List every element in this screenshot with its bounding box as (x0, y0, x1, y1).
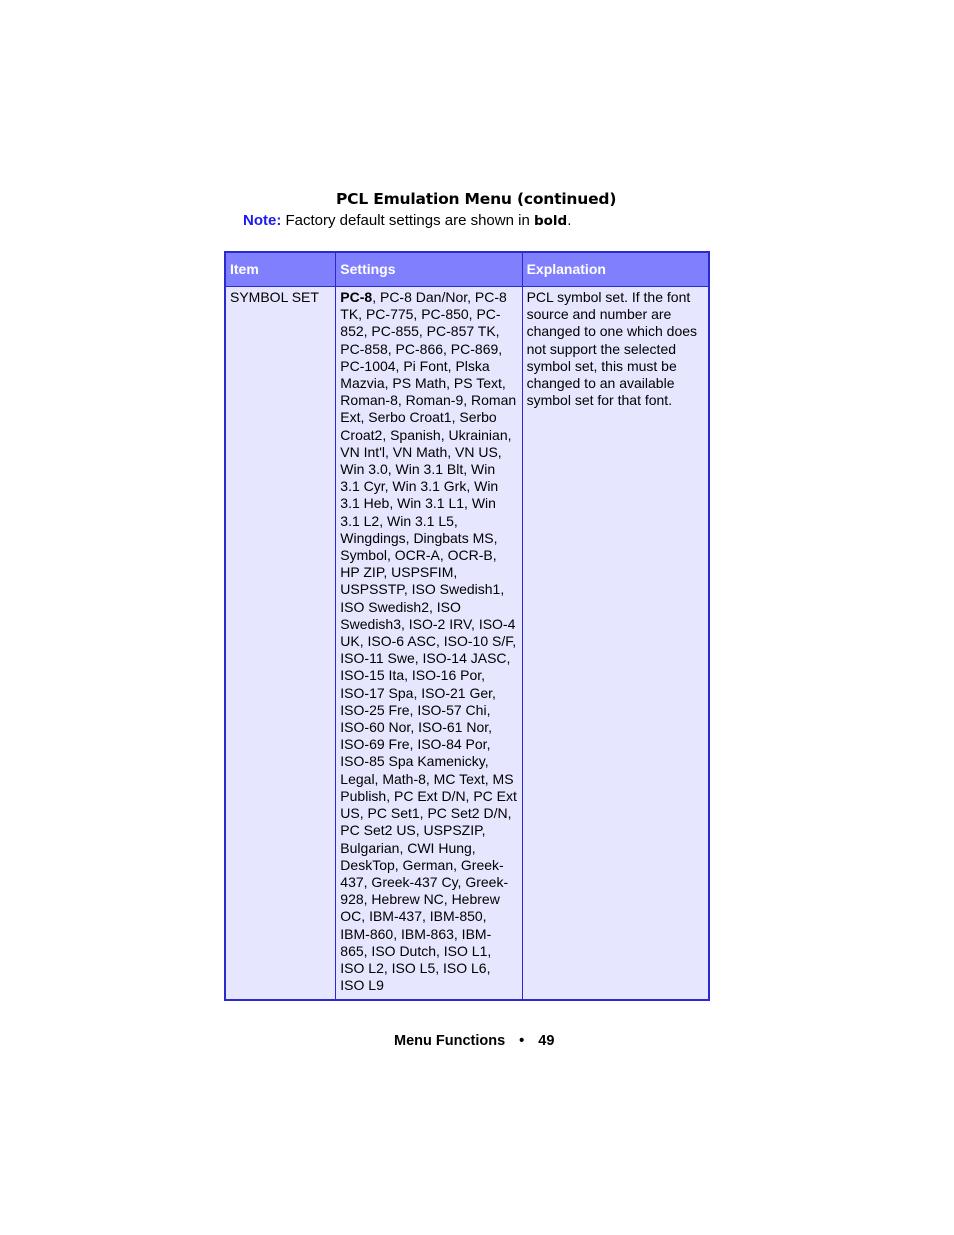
note-label: Note: (243, 212, 282, 229)
note-text: Factory default settings are shown in (281, 212, 534, 229)
header-settings: Settings (336, 252, 522, 287)
default-setting: PC-8 (340, 289, 373, 305)
note-line (243, 212, 571, 229)
cell-settings (336, 287, 522, 1001)
page-title: PCL Emulation Menu (continued) (336, 190, 617, 208)
pcl-emulation-table (224, 251, 710, 1001)
page-number: 49 (538, 1033, 555, 1049)
settings-list: , PC-8 Dan/Nor, PC-8 TK, PC-775, PC-850, PC-852, PC-855, PC-857 TK, PC-858, PC-866, PC-869, PC-1004, Pi Font, Plska Mazvia, PS Math, PS Text, Roman-8, Roman-9, Roman Ext, Serbo Croat1, Serbo Croat2, Spanish, Ukrainian, VN Int'l, VN Math, VN US, Win 3.0, Win 3.1 Blt, Win 3.1 Cyr, Win 3.1 Grk, Win 3.1 Heb, Win 3.1 L1, Win 3.1 L2, Win 3.1 L5, Wingdings, Dingbats MS, Symbol, OCR-A, OCR-B, HP ZIP, USPSFIM, USPSSTP, ISO Swedish1, ISO Swedish2, ISO Swedish3, ISO-2 IRV, ISO-4 UK, ISO-6 ASC, ISO-10 S/F, ISO-11 Swe, ISO-14 JASC, ISO-15 Ita, ISO-16 Por, ISO-17 Spa, ISO-21 Ger, ISO-25 Fre, ISO-57 Chi, ISO-60 Nor, ISO-61 Nor, ISO-69 Fre, ISO-84 Por, ISO-85 Spa Kamenicky, Legal, Math-8, MC Text, MS Publish, PC Ext D/N, PC Ext US, PC Set1, PC Set2 D/N, PC Set2 US, USPSZIP, Bulgarian, CWI Hung, DeskTop, German, Greek-437, Greek-437 Cy, Greek-928, Hebrew NC, Hebrew OC, IBM-437, IBM-850, IBM-860, IBM-863, IBM-865, ISO Dutch, ISO L1, ISO L2, ISO L5, ISO L6, ISO L9 (340, 289, 517, 994)
header-explanation: Explanation (522, 252, 709, 287)
footer-section: Menu Functions (394, 1033, 506, 1049)
table-header-row (225, 252, 709, 287)
note-end: . (567, 212, 572, 229)
page-footer (394, 1033, 554, 1049)
table-row (225, 287, 709, 1001)
header-item: Item (225, 252, 336, 287)
cell-explanation: PCL symbol set. If the font source and number are changed to one which does not support the selected symbol set, this must be changed to an available symbol set for that font. (522, 287, 709, 1001)
cell-item: SYMBOL SET (225, 287, 336, 1001)
note-bold-word: bold (533, 213, 568, 229)
footer-bullet: • (519, 1033, 525, 1049)
